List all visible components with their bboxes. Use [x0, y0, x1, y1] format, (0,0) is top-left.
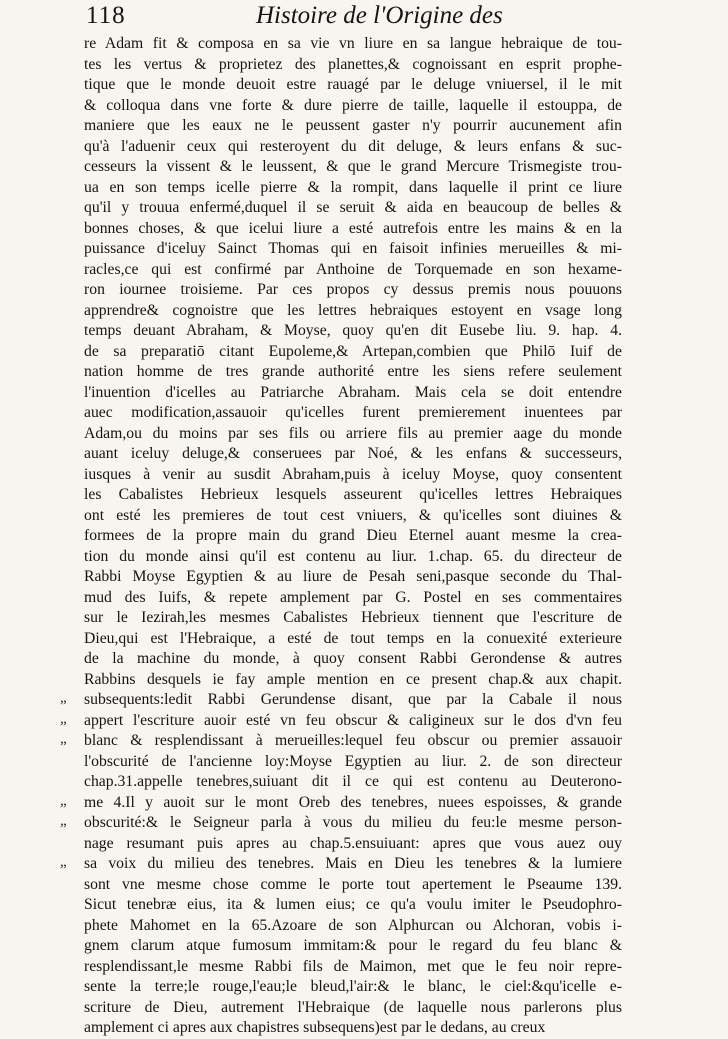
- text-line: cesseurs la vissent & le leussent, & que le grand Mercure Trismegiste trou-: [84, 158, 622, 175]
- margin-quote-mark: „: [60, 731, 67, 747]
- text-line: l'obscurité de l'ancienne loy:Moyse Egyptien au liur. 2. de son directeur: [84, 752, 622, 770]
- text-line: bonnes choses, & que icelui liure a esté autrefois entre les mains & en la: [84, 219, 622, 237]
- text-line: auant iceluy deluge,& conseruees par Noé, & les enfans & successeurs,: [84, 445, 622, 462]
- margin-quote-mark: „: [60, 690, 67, 706]
- text-line: Adam,ou du moins par ses fils ou arriere fils au premier aage du monde: [84, 424, 622, 442]
- text-line: temps deuant Abraham, & Moyse, quoy qu'en dit Eusebe liu. 9. hap. 4.: [84, 322, 622, 339]
- text-line: mud des Iuifs, & repete amplement par G. Postel en ses commentaires: [84, 588, 622, 606]
- text-line: Sicut tenebræ eius, ita & lumen eius; ce qu'a voulu imiter le Pseudophro-: [84, 896, 622, 913]
- text-line: sur le Iezirah,les mesmes Cabalistes Hebrieux tiennent que l'escriture de: [84, 609, 622, 626]
- text-line: puissance d'iceluy Sainct Thomas qui en faisoit infinies merueilles & mi-: [84, 240, 622, 257]
- text-line: les Cabalistes Hebrieux lesquels asseurent qu'icelles lettres Hebraiques: [84, 486, 622, 503]
- text-line: qu'à l'aduenir ceux qui resteroyent du dit deluge, & leurs enfans & suc-: [84, 137, 622, 155]
- quoted-line-wrapper: [60, 731, 622, 752]
- text-line: resplendissant,le mesme Rabbi fils de Maimon, met que le feu noir repre-: [84, 957, 622, 975]
- text-line: tes les vertus & proprietez des planettes,& cognoissant en esprit prophe-: [84, 55, 622, 73]
- page-number: 118: [86, 2, 126, 29]
- text-line: amplement ci apres aux chapistres subsequens)est par le dedans, au creux: [84, 1019, 546, 1036]
- text-line: nation homme de tres grande authorité entre les siens refere seulement: [84, 363, 622, 380]
- body-text: [60, 34, 622, 1039]
- text-line: scriture de Dieu, autrement l'Hebraique (de laquelle nous parlerons plus: [84, 998, 622, 1016]
- text-line: chap.31.appelle tenebres,suiuant dit il ce qui est contenu au Deuterono-: [84, 773, 622, 790]
- quoted-line-wrapper: [60, 792, 622, 814]
- text-line: obscurité:& le Seigneur parla à vous du milieu du feu:le mesme person-: [84, 814, 622, 831]
- text-line: blanc & resplendissant à merueilles:lequel feu obscur ou premier assauoir: [84, 732, 622, 749]
- text-line: auec modification,assauoir qu'icelles furent premierement inuentees par: [84, 404, 622, 421]
- text-line: phete Mahomet en la 65.Azoare de son Alphurcan ou Alchoran, vobis i-: [84, 916, 622, 934]
- text-line: nage resumant puis apres au chap.5.ensuiuant: apres que vous auez ouy: [84, 834, 622, 852]
- text-line: tique que le monde deuoit estre rauagé par le deluge vniuersel, il le mit: [84, 76, 622, 93]
- text-line: ua en son temps icelle pierre & la rompit, dans laquelle il print ce liure: [84, 178, 622, 196]
- text-line: Rabbi Moyse Egyptien & au liure de Pesah seni,pasque seconde du Thal-: [84, 568, 622, 585]
- text-line: appert l'escriture auoir esté vn feu obscur & caligineux sur le dos d'vn feu: [84, 711, 622, 729]
- running-title: Histoire de l'Origine des: [256, 2, 503, 29]
- text-line: qu'il y trouua enfermé,duquel il se seruit & aida en beaucoup de belles &: [84, 199, 622, 216]
- margin-quote-mark: „: [60, 854, 67, 870]
- text-line: tion du monde ainsi qu'il est contenu au liur. 1.chap. 65. du directeur de: [84, 547, 622, 565]
- text-line: & colloqua dans vne forte & dure pierre de taille, laquelle il estouppa, de: [84, 96, 622, 114]
- text-line: sont vne mesme chose comme le porte tout apertement le Pseaume 139.: [84, 875, 622, 893]
- text-line: me 4.Il y auoit sur le mont Oreb des tenebres, nuees espoisses, & grande: [84, 793, 622, 811]
- quoted-line-wrapper: [60, 710, 622, 732]
- text-line: gnem clarum atque fumosum immitam:& pour le regard du feu blanc &: [84, 937, 622, 954]
- text-line: maniere que les eaux ne le peussent gaster n'y pourrir aucunement afin: [84, 117, 622, 134]
- text-line: apprendre& cognoistre que les lettres hebraiques estoyent en vsage long: [84, 301, 622, 319]
- text-line: de sa preparatiō citant Eupoleme,& Artepan,combien que Philō Iuif de: [84, 342, 622, 360]
- text-line: Rabbins desquels ie fay ample mention en ce present chap.& aux chapit.: [84, 670, 622, 688]
- margin-quote-mark: „: [60, 813, 67, 829]
- text-line: Dieu,qui est l'Hebraique, a esté de tout temps en la conuexité exterieure: [84, 629, 622, 647]
- text-line: ron iournee troisieme. Par ces propos cy dessus premis nous pouuons: [84, 281, 622, 298]
- text-line: racles,ce qui est confirmé par Anthoine de Torquemade en son hexame-: [84, 260, 622, 278]
- text-line: l'inuention d'icelles au Patriarche Abraham. Mais cela se doit entendre: [84, 383, 622, 401]
- text-line: de la machine du monde, à quoy consent Rabbi Gerondense & autres: [84, 650, 622, 667]
- text-line: re Adam fit & composa en sa vie vn liure en sa langue hebraique de tou-: [84, 35, 622, 52]
- quoted-line-wrapper: [60, 854, 622, 875]
- quoted-line-wrapper: [60, 813, 622, 834]
- margin-quote-mark: „: [60, 710, 67, 727]
- text-line: sente la terre;le rouge,l'eau;le bleud,l'air:& le blanc, le ciel:&qu'icelle e-: [84, 978, 622, 995]
- margin-quote-mark: „: [60, 792, 67, 809]
- quoted-line-wrapper: [60, 690, 622, 711]
- text-line: iusques à venir au susdit Abraham,puis à iceluy Moyse, quoy consentent: [84, 465, 622, 483]
- text-line: subsequents:ledit Rabbi Gerundense disant, que par la Cabale il nous: [84, 691, 622, 708]
- text-line: sa voix du milieu des tenebres. Mais en Dieu les tenebres & la lumiere: [84, 855, 622, 872]
- text-line: ont esté les premieres de tout cest vniuers, & qu'icelles sont diuines &: [84, 506, 622, 524]
- text-line: formees de la propre main du grand Dieu Eternel auant mesme la crea-: [84, 527, 622, 544]
